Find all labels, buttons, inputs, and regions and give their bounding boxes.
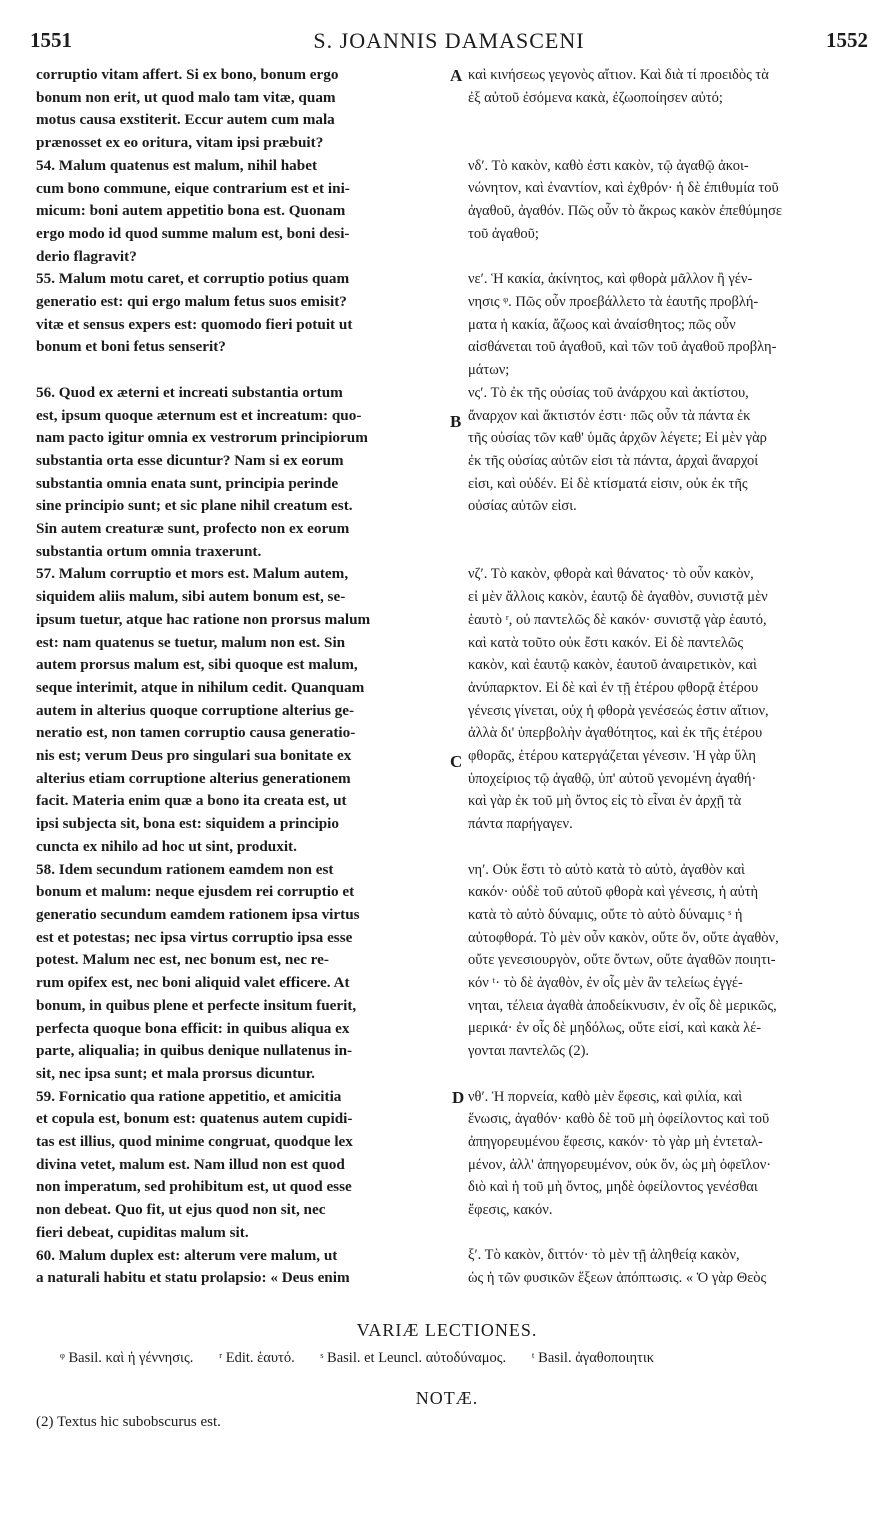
blank-line bbox=[468, 1063, 870, 1086]
greek-text-line: γένεσις γίνεται, οὐχ ἡ φθορὰ γενέσεώς ἐστιν αἴτιον, bbox=[468, 702, 769, 719]
latin-text-line: prænosset ex eo oritura, vitam ipsi præbuit? bbox=[36, 134, 324, 152]
latin-text-line: cuncta ex nihilo ad hoc ut sint, produxit. bbox=[36, 837, 297, 855]
latin-text-line: neratio est, non tamen corruptio causa generatio- bbox=[36, 724, 356, 742]
variae-lectiones-heading: VARIÆ LECTIONES. bbox=[356, 1320, 538, 1340]
latin-text-line: bonum non erit, ut quod malo tam vitæ, quam bbox=[36, 88, 336, 106]
latin-text-line: rum opifex est, nec boni aliquid valet efficere. At bbox=[36, 974, 350, 992]
greek-text-line: νθʹ. Ἡ πορνεία, καθὸ μὲν ἔφεσις, καὶ φιλία, καὶ bbox=[468, 1088, 743, 1105]
blank-line bbox=[36, 359, 446, 382]
variant-reading: ʳ Edit. ἑαυτό. bbox=[218, 1350, 295, 1366]
greek-text-line: νζʹ. Τὸ κακὸν, φθορὰ καὶ θάνατος· τὸ οὖν κακὸν, bbox=[468, 566, 754, 583]
latin-text-line: 55. Malum motu caret, et corruptio potius quam bbox=[36, 270, 350, 288]
latin-text-line: autem prorsus malum est, sibi quoque est malum, bbox=[36, 656, 358, 674]
greek-text-line: ματα ἡ κακία, ἄζωος καὶ ἀναίσθητος; πῶς οὖν bbox=[468, 316, 736, 333]
latin-text-line: nam pacto igitur omnia ex vestrorum principiorum bbox=[36, 429, 368, 447]
latin-text-line: ergo modo id quod summe malum est, boni desi- bbox=[36, 224, 350, 242]
greek-text-line: κόν ᵗ· τὸ δὲ ἀγαθὸν, ἐν οἷς μὲν ἂν τελείως ἐγγέ- bbox=[468, 975, 743, 992]
blank-line bbox=[468, 132, 870, 155]
variant-reading: ᵗ Basil. ἀγαθοποιητικ bbox=[531, 1350, 655, 1366]
latin-text-line: est et potestas; nec ipsa virtus corruptio ipsa esse bbox=[36, 928, 353, 946]
greek-text-line: νώνητον, καὶ ἐναντίον, καὶ ἐχθρόν· ἡ δὲ ἐπιθυμία τοῦ bbox=[468, 180, 779, 197]
blank-line bbox=[468, 1222, 870, 1245]
latin-text-line: motus causa exstiterit. Eccur autem cum mala bbox=[36, 111, 335, 129]
greek-text-line: κακὸν, καὶ ἑαυτῷ κακὸν, ἑαυτοῦ ἀναιρετικὸν, καὶ bbox=[468, 657, 757, 674]
notae-heading: NOTÆ. bbox=[415, 1388, 479, 1408]
latin-text-line: 58. Idem secundum rationem eamdem non est bbox=[36, 860, 334, 878]
latin-text-line: sine principio sunt; et sic plane nihil creatum est. bbox=[36, 497, 353, 515]
greek-text-line: εἰσι, καὶ οὐδέν. Εἰ δὲ κτίσματά εἰσιν, οὐκ ἐκ τῆς bbox=[468, 475, 748, 492]
greek-text-line: καὶ κατὰ τοῦτο οὐκ ἔστι κακόν. Εἰ δὲ παντελῶς bbox=[468, 634, 744, 651]
greek-text-line: ἕνωσις, ἀγαθόν· καθὸ δὲ τοῦ μὴ ὀφείλοντος καὶ τοῦ bbox=[468, 1111, 770, 1128]
greek-text-line: διὸ καὶ ἡ τοῦ μὴ ὄντος, μηδὲ ὀφείλοντος γενέσθαι bbox=[468, 1179, 758, 1196]
latin-text-line: substantia orta esse dicuntur? Nam si ex eorum bbox=[36, 451, 344, 469]
margin-marker-a: A bbox=[450, 66, 463, 85]
greek-text-line: γονται παντελῶς (2). bbox=[468, 1043, 590, 1060]
greek-text-line: νηται, τέλεια ἀγαθὰ ἀποδείκνυσιν, ἐν οἷς δὲ μερικῶς, bbox=[468, 997, 777, 1014]
latin-text-line: 59. Fornicatio qua ratione appetitio, et amicitia bbox=[36, 1087, 342, 1105]
greek-text-line: μένον, ἀλλ' ἀπηγορευμένον, οὐκ ὄν, ὡς μὴ ὀφεῖλον· bbox=[468, 1156, 772, 1173]
latin-text-line: Sin autem creaturæ sunt, profecto non ex eorum bbox=[36, 520, 350, 538]
latin-text-line: corruptio vitam affert. Si ex bono, bonum ergo bbox=[36, 66, 339, 83]
latin-text-line: ipsi subjecta sit, bona est: siquidem a principio bbox=[36, 815, 339, 833]
page-number-right: 1552 bbox=[826, 28, 868, 52]
greek-text-line: ἐξ αὐτοῦ ἐσόμενα κακὰ, ἐζωοποίησεν αὐτό; bbox=[468, 89, 723, 106]
latin-text-line: est, ipsum quoque æternum est et increatum: quo- bbox=[36, 406, 362, 424]
greek-text-line: οὔτε γενεσιουργὸν, οὔτε ὄντων, οὔτε ἀγαθῶν ποιητι- bbox=[468, 952, 776, 969]
latin-text-line: bonum et malum: neque ejusdem rei corruptio et bbox=[36, 883, 355, 901]
greek-text-line: μερικά· ἐν οἷς δὲ μηδόλως, οὔτε εἰσί, καὶ κακὰ λέ- bbox=[468, 1020, 762, 1037]
greek-text-line: νηʹ. Οὐκ ἔστι τὸ αὐτὸ κατὰ τὸ αὐτὸ, ἀγαθὸν καὶ bbox=[468, 861, 745, 878]
greek-text-line: ἀλλὰ δι' ὑπερβολὴν ἀγαθότητος, καὶ ἐκ τῆς ἑτέρου bbox=[468, 725, 763, 742]
latin-text-line: bonum, in quibus plene et perfecte insitum fuerit, bbox=[36, 996, 357, 1014]
blank-line bbox=[468, 109, 870, 132]
greek-text-line: νεʹ. Ἡ κακία, ἀκίνητος, καὶ φθορὰ μᾶλλον ἢ γέν- bbox=[468, 271, 753, 288]
greek-text-line: ἐκ τῆς οὐσίας αὐτῶν εἰσι τὰ πάντα, ἀρχαὶ ἄναρχοί bbox=[468, 452, 759, 469]
latin-text-line: generatio secundum eamdem rationem ipsa virtus bbox=[36, 906, 360, 923]
greek-text-line: μάτων; bbox=[468, 362, 510, 379]
greek-text-line: ἔφεσις, κακόν. bbox=[468, 1202, 553, 1219]
greek-text-line: ἀνύπαρκτον. Εἰ δὲ καὶ ἐν τῇ ἑτέρου φθορᾷ ἑτέρου bbox=[468, 679, 759, 696]
footnote: (2) Textus hic subobscurus est. bbox=[36, 1414, 221, 1430]
latin-text-line: cum bono commune, eique contrarium est et ini- bbox=[36, 179, 350, 197]
blank-line bbox=[468, 246, 870, 269]
greek-text-line: ὡς ἡ τῶν φυσικῶν ἕξεων ἀπόπτωσις. « Ὁ γὰρ Θεὸς bbox=[468, 1270, 767, 1287]
latin-text-line: micum: boni autem appetitio bona est. Quonam bbox=[36, 202, 346, 220]
latin-text-line: non debeat. Quo fit, ut ejus quod non sit, nec bbox=[36, 1201, 326, 1219]
page-header bbox=[30, 24, 868, 58]
latin-text-line: est: nam quatenus se tuetur, malum non est. Sin bbox=[36, 633, 346, 651]
greek-text-line: νςʹ. Τὸ ἐκ τῆς οὐσίας τοῦ ἀνάρχου καὶ ἀκτίστου, bbox=[468, 384, 749, 401]
greek-text-line: κατὰ τὸ αὐτὸ δύναμις, οὔτε τὸ αὐτὸ δύναμις ˢ ἡ bbox=[468, 906, 743, 923]
latin-text-line: perfecta quoque bona efficit: in quibus aliqua ex bbox=[36, 1019, 350, 1037]
latin-text-line: 57. Malum corruptio et mors est. Malum autem, bbox=[36, 565, 349, 583]
greek-text-line: πάντα παρήγαγεν. bbox=[468, 816, 573, 833]
greek-text-line: κακόν· οὐδὲ τοῦ αὐτοῦ φθορὰ καὶ γένεσις, ἡ αὐτὴ bbox=[468, 884, 759, 901]
latin-text-line: non imperatum, sed prohibitum est, ut quod esse bbox=[36, 1178, 352, 1196]
greek-text-line: ἀγαθοῦ, ἀγαθόν. Πῶς οὖν τὸ ἄκρως κακὸν ἐπεθύμησε bbox=[468, 203, 782, 220]
latin-text-line: et copula est, bonum est: quatenus autem cupidi- bbox=[36, 1110, 353, 1128]
latin-text-line: divina vetet, malum est. Nam illud non est quod bbox=[36, 1155, 345, 1173]
margin-marker-b: B bbox=[450, 412, 462, 431]
latin-text-line: a naturali habitu et statu prolapsio: « Deus enim bbox=[36, 1269, 350, 1287]
latin-text-line: 56. Quod ex æterni et increati substantia ortum bbox=[36, 383, 343, 401]
greek-text-line: καὶ κινήσεως γεγονὸς αἴτιον. Καὶ διὰ τί προειδὸς τὰ bbox=[468, 67, 769, 83]
greek-text-line: ἄναρχον καὶ ἄκτιστόν ἐστι· πῶς οὖν τὰ πάντα ἐκ bbox=[468, 407, 751, 424]
latin-column bbox=[36, 64, 446, 1290]
greek-text-line: νησις ᵠ. Πῶς οὖν προεβάλλετο τὰ ἑαυτῆς προβλή- bbox=[468, 293, 759, 310]
latin-text-line: derio flagravit? bbox=[36, 247, 137, 265]
variae-lectiones-list bbox=[60, 1350, 860, 1367]
greek-text-line: νδʹ. Τὸ κακὸν, καθὸ ἐστι κακὸν, τῷ ἀγαθῷ ἀκοι- bbox=[468, 157, 749, 174]
greek-text-line: ξʹ. Τὸ κακὸν, διττόν· τὸ μὲν τῇ ἀληθείᾳ κακὸν, bbox=[468, 1247, 740, 1264]
greek-column bbox=[468, 64, 870, 1290]
latin-text-line: substantia omnia enata sunt, principia perinde bbox=[36, 474, 339, 492]
margin-marker-d: D bbox=[452, 1088, 465, 1107]
latin-text-line: tas est illius, quod minime congruat, quodque lex bbox=[36, 1133, 353, 1151]
latin-text-line: 60. Malum duplex est: alterum vere malum, ut bbox=[36, 1246, 338, 1264]
latin-text-line: substantia ortum omnia traxerunt. bbox=[36, 542, 262, 560]
page-number-left: 1551 bbox=[30, 28, 72, 52]
latin-text-line: ipsum tuetur, atque hac ratione non prorsus malum bbox=[36, 610, 371, 628]
variant-reading: ᵠ Basil. καὶ ἡ γέννησις. bbox=[60, 1350, 194, 1366]
greek-text-line: τῆς οὐσίας τῶν καθ' ὑμᾶς ἀρχῶν λέγετε; Εἰ μὲν γὰρ bbox=[468, 430, 767, 447]
greek-text-line: φθορᾶς, ἑτέρου κατεργάζεται γένεσιν. Ἡ γὰρ ὕλη bbox=[468, 748, 756, 765]
latin-text-line: bonum et boni fetus senserit? bbox=[36, 338, 226, 356]
greek-text-line: εἰ μὲν ἄλλοις κακὸν, ἑαυτῷ δὲ ἀγαθὸν, συνιστᾷ μὲν bbox=[468, 589, 768, 606]
greek-text-line: αἰσθάνεται τοῦ ἀγαθοῦ, καὶ τῶν τοῦ ἀγαθοῦ προβλη- bbox=[468, 339, 777, 356]
latin-text-line: nis est; verum Deus pro singulari sua bonitate ex bbox=[36, 747, 352, 765]
blank-line bbox=[468, 518, 870, 541]
greek-text-line: ἑαυτὸ ʳ, οὐ παντελῶς δὲ κακόν· συνιστᾷ γὰρ ἑαυτό, bbox=[468, 611, 767, 628]
latin-text-line: potest. Malum nec est, nec bonum est, nec re- bbox=[36, 951, 329, 969]
greek-text-line: οὐσίας αὐτῶν εἰσι. bbox=[468, 498, 577, 515]
variant-reading: ˢ Basil. et Leuncl. αὐτοδύναμος. bbox=[320, 1350, 507, 1366]
greek-text-line: τοῦ ἀγαθοῦ; bbox=[468, 225, 539, 242]
latin-text-line: autem in alterius quoque corruptione alterius ge- bbox=[36, 701, 355, 719]
latin-text-line: vitæ et sensus expers est: quomodo fieri potuit ut bbox=[36, 315, 353, 333]
blank-line bbox=[468, 836, 870, 859]
latin-text-line: siquidem aliis malum, sibi autem bonum est, se- bbox=[36, 588, 346, 606]
greek-text-line: αὐτοφθορά. Τὸ μὲν οὖν κακὸν, οὔτε ὄν, οὔτε ἀγαθὸν, bbox=[468, 929, 779, 946]
latin-text-line: fieri debeat, cupiditas malum sit. bbox=[36, 1223, 249, 1241]
latin-text-line: generatio est: qui ergo malum fetus suos emisit? bbox=[36, 293, 347, 311]
latin-text-line: parte, aliqualia; in quibus denique nullatenus in- bbox=[36, 1042, 353, 1060]
blank-line bbox=[468, 541, 870, 564]
latin-text-line: 54. Malum quatenus est malum, nihil habet bbox=[36, 156, 318, 174]
latin-text-line: sit, nec ipsa sunt; et mala prorsus dicuntur. bbox=[36, 1064, 315, 1082]
margin-marker-c: C bbox=[450, 752, 463, 771]
greek-text-line: ὑποχείριος τῷ ἀγαθῷ, ὑπ' αὐτοῦ γενομένη ἀγαθή· bbox=[468, 770, 757, 787]
greek-text-line: καὶ γὰρ ἐκ τοῦ μὴ ὄντος εἰς τὸ εἶναι ἐν ἀρχῇ τὰ bbox=[468, 793, 742, 810]
latin-text-line: seque interimit, atque in nihilum cedit. Quanquam bbox=[36, 678, 365, 696]
latin-text-line: alterius etiam corruptione alterius generationem bbox=[36, 769, 351, 787]
greek-text-line: ἀπηγορευμένου ἔφεσις, κακόν· τὸ γὰρ μὴ ἐντεταλ- bbox=[468, 1133, 763, 1150]
latin-text-line: facit. Materia enim quæ a bono ita creata est, ut bbox=[36, 792, 347, 810]
running-title: S. JOANNIS DAMASCENI bbox=[313, 28, 585, 53]
